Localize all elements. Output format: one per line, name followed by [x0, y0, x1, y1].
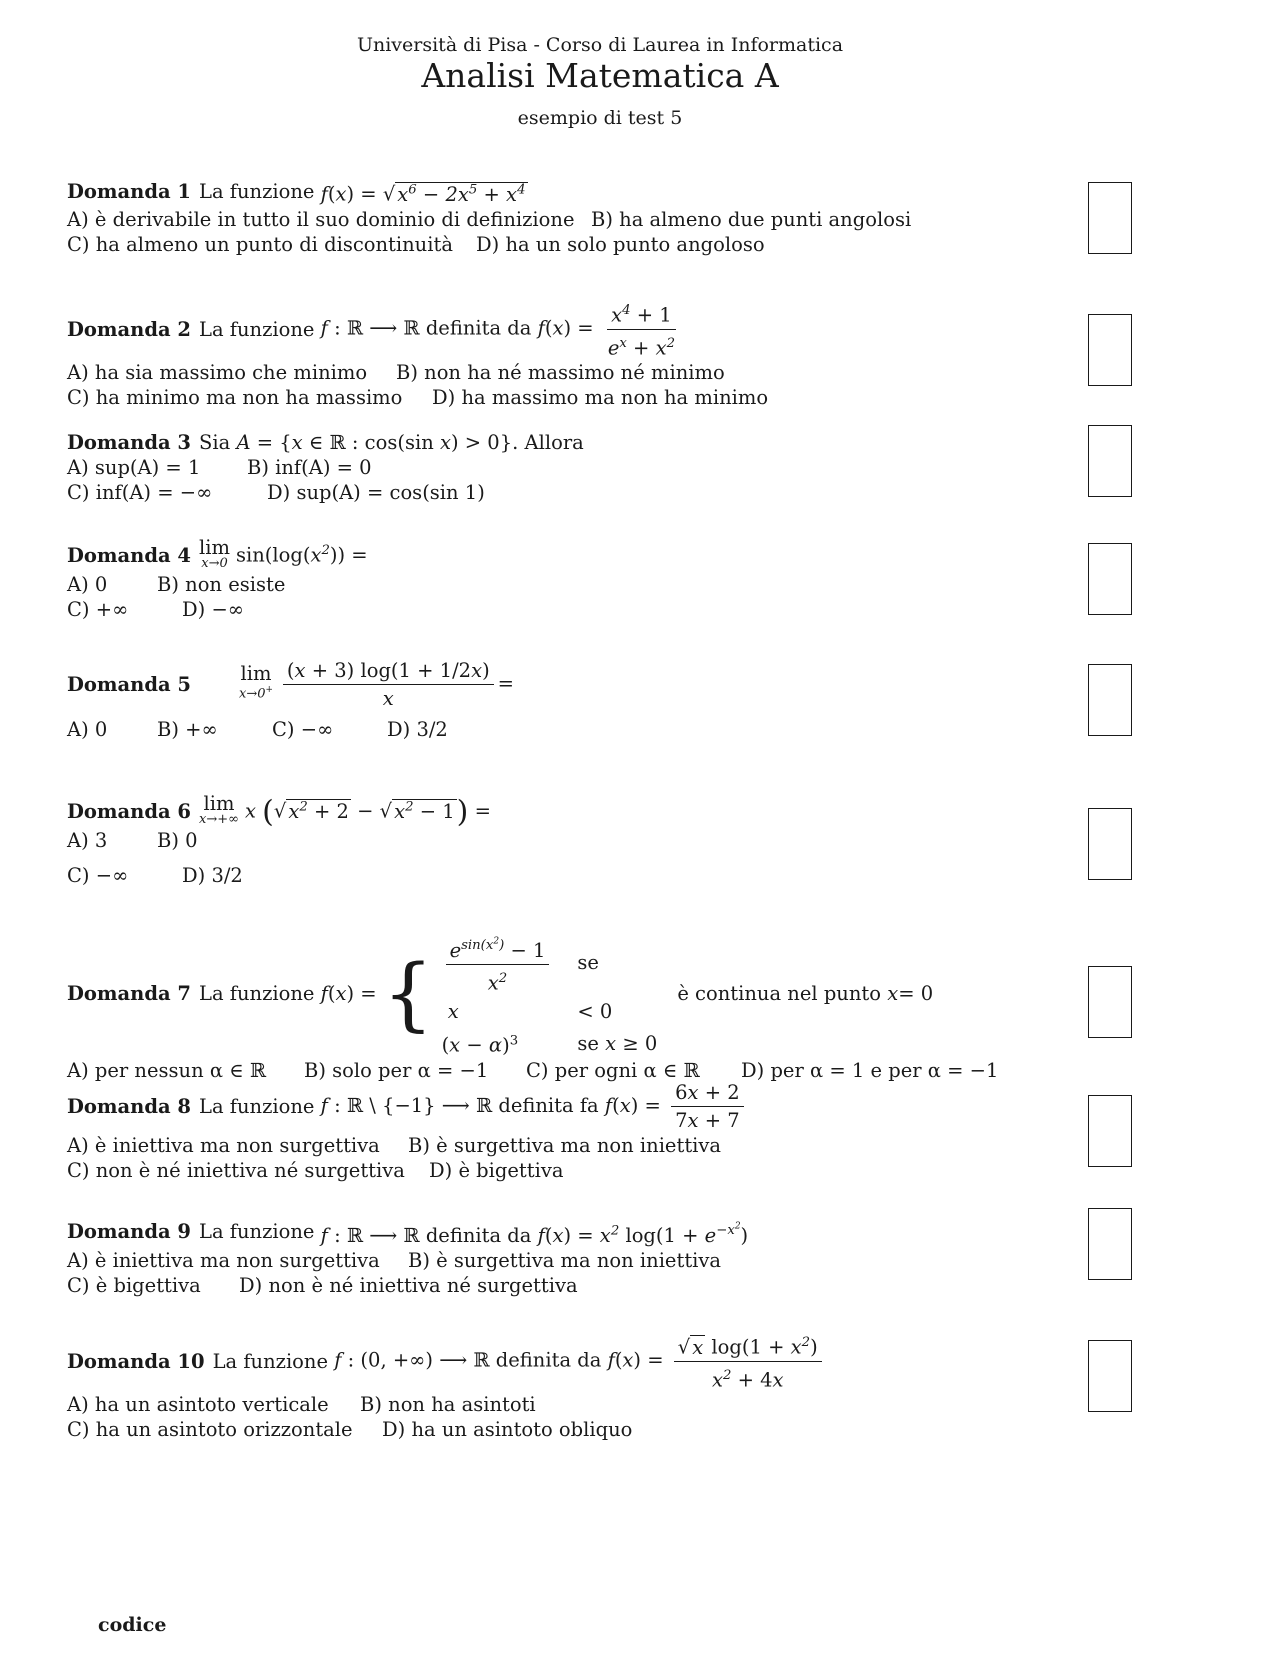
question-7 [67, 930, 1027, 1083]
question-formula: A = {x ∈ ℝ : cos(sin x) > 0}. Allora [236, 431, 584, 454]
answer-box-2[interactable] [1088, 314, 1132, 386]
option-a[interactable]: A) è iniettiva ma non surgettiva [67, 1248, 380, 1272]
question-text: Sia [199, 431, 231, 454]
option-d[interactable]: D) 3/2 [182, 864, 243, 887]
option-c[interactable]: C) è bigettiva [67, 1273, 201, 1297]
answer-box-9[interactable] [1088, 1208, 1132, 1280]
option-c[interactable]: C) inf(A) = −∞ [67, 481, 213, 504]
question-formula: lim x→0 $\sin(\log(x^2))$ = [199, 536, 368, 571]
university-line: Università di Pisa - Corso di Laurea in Informatica [356, 34, 844, 56]
question-6 [67, 794, 1027, 888]
course-title: Analisi Matematica A [421, 56, 779, 95]
question-text: La funzione [199, 1219, 315, 1243]
option-d[interactable]: D) per α = 1 e per α = −1 [741, 1058, 999, 1082]
test-subtitle: esempio di test 5 [517, 107, 683, 129]
question-text: La funzione [199, 317, 315, 341]
question-formula: f : (0, +∞) ⟶ ℝ definita da f(x) = $\frac{√ x \log(1 + x^2)}{x^2 + 4x}$ [334, 1330, 825, 1392]
option-d[interactable]: D) sup(A) = cos(sin 1) [267, 481, 485, 504]
option-a[interactable]: A) per nessun α ∈ ℝ [67, 1058, 267, 1082]
option-b[interactable]: B) inf(A) = 0 [247, 456, 372, 479]
question-5 [67, 658, 1027, 742]
question-1 [67, 177, 1027, 257]
question-label: Domanda 1 [67, 180, 191, 204]
answer-box-8[interactable] [1088, 1095, 1132, 1167]
question-3 [67, 430, 1027, 505]
question-label: Domanda 7 [67, 982, 191, 1006]
question-text: La funzione [199, 180, 315, 204]
option-a[interactable]: A) 0 [67, 718, 108, 741]
question-label: Domanda 8 [67, 1095, 191, 1118]
answer-box-10[interactable] [1088, 1340, 1132, 1412]
question-text: La funzione [212, 1349, 329, 1373]
question-text: La funzione [199, 982, 315, 1006]
answer-box-6[interactable] [1088, 808, 1132, 880]
option-a[interactable]: A) ha un asintoto verticale [67, 1393, 329, 1416]
question-formula: f : ℝ ⟶ ℝ definita da f(x) = $\frac{x^4 + 1}{e^x + x^2}$ [321, 298, 683, 360]
option-b[interactable]: B) +∞ [157, 718, 218, 741]
answer-box-4[interactable] [1088, 543, 1132, 615]
option-c[interactable]: C) ha minimo ma non ha massimo [67, 386, 403, 409]
question-text: La funzione [199, 1095, 315, 1118]
option-b[interactable]: B) ha almeno due punti angolosi [591, 207, 912, 231]
option-c[interactable]: C) ha un asintoto orizzontale [67, 1418, 353, 1441]
option-d[interactable]: D) non è né iniettiva né surgettiva [239, 1273, 578, 1297]
question-10 [67, 1330, 1027, 1442]
question-4 [67, 538, 1027, 622]
option-b[interactable]: B) è surgettiva ma non iniettiva [408, 1248, 722, 1272]
option-b[interactable]: B) solo per α = −1 [304, 1058, 489, 1082]
code-label: codice [98, 1614, 167, 1636]
option-d[interactable]: D) ha un asintoto obliquo [382, 1418, 633, 1441]
option-d[interactable]: D) ha massimo ma non ha minimo [432, 386, 769, 409]
option-b[interactable]: B) non ha asintoti [360, 1393, 536, 1416]
question-label: Domanda 2 [67, 317, 191, 341]
option-c[interactable]: C) per ogni α ∈ ℝ [526, 1058, 700, 1082]
question-label: Domanda 9 [67, 1219, 191, 1243]
question-formula: f : ℝ \ {−1} ⟶ ℝ definita fa f(x) = $\frac{6x + 2}{7x + 7}$ [321, 1080, 748, 1133]
question-formula: f(x) = √ $x^6 - 2x^5 + x^4$ [320, 182, 526, 206]
option-b[interactable]: B) non esiste [157, 573, 286, 596]
question-label: Domanda 5 [67, 673, 191, 696]
question-formula: f ( x ) = { $\frac{e^{sin(x^2)} - 1}{x^2}$ se x < 0 $(x - \alpha)^3$ se x ≥ 0 è continua nel punto x = 0 [321, 930, 933, 1058]
option-d[interactable]: D) 3/2 [387, 718, 448, 741]
option-a[interactable]: A) è derivabile in tutto il suo dominio di definizione [67, 207, 575, 231]
option-a[interactable]: A) sup(A) = 1 [67, 456, 201, 479]
question-label: Domanda 3 [67, 431, 191, 454]
option-c[interactable]: C) −∞ [272, 718, 334, 741]
answer-box-3[interactable] [1088, 425, 1132, 497]
option-d[interactable]: D) ha un solo punto angoloso [476, 232, 765, 256]
question-label: Domanda 10 [67, 1349, 205, 1373]
answer-box-5[interactable] [1088, 664, 1132, 736]
option-b[interactable]: B) è surgettiva ma non iniettiva [408, 1134, 722, 1157]
question-label: Domanda 4 [67, 543, 191, 567]
option-a[interactable]: A) è iniettiva ma non surgettiva [67, 1134, 380, 1157]
option-a[interactable]: A) 3 [67, 829, 108, 852]
option-c[interactable]: C) −∞ [67, 864, 129, 887]
answer-box-1[interactable] [1088, 182, 1132, 254]
option-a[interactable]: A) 0 [67, 573, 108, 596]
question-2 [67, 298, 1027, 410]
option-c[interactable]: C) non è né iniettiva né surgettiva [67, 1159, 405, 1182]
question-formula: lim x→+∞ x (√ $x^2 + 2$ − √ $x^2 - 1$) = [199, 792, 491, 830]
question-label: Domanda 6 [67, 799, 191, 823]
question-9 [67, 1215, 1027, 1298]
question-formula: lim x→0+ $\frac{(x + 3) \log(1 + 1/2x)}{x}$ = [239, 659, 515, 710]
option-c[interactable]: C) +∞ [67, 598, 129, 621]
option-b[interactable]: B) non ha né massimo né minimo [396, 361, 725, 384]
option-d[interactable]: D) è bigettiva [429, 1159, 564, 1182]
option-a[interactable]: A) ha sia massimo che minimo [67, 361, 368, 384]
option-d[interactable]: D) −∞ [182, 598, 245, 621]
question-8 [67, 1080, 1027, 1183]
option-b[interactable]: B) 0 [157, 829, 198, 852]
option-c[interactable]: C) ha almeno un punto di discontinuità [67, 232, 453, 256]
question-formula: f : ℝ ⟶ ℝ definita da $f(x) = x^2$ $\log(1 + e^{-x^2})$ [320, 1222, 749, 1247]
answer-box-7[interactable] [1088, 966, 1132, 1038]
